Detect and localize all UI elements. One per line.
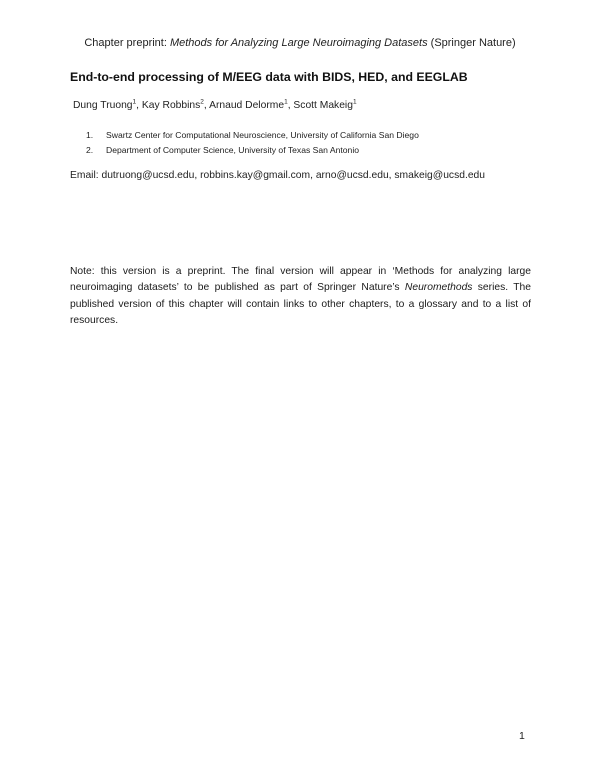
author-name: Arnaud Delorme (209, 100, 285, 111)
author-affiliation-mark: 2 (200, 98, 204, 106)
affiliation-text: Department of Computer Science, University of Texas San Antonio (106, 145, 360, 155)
page-number: 1 (519, 730, 525, 742)
header-suffix: (Springer Nature) (427, 37, 516, 49)
author-affiliation-mark: 1 (284, 98, 288, 106)
note-text-end: series. The published version of this chapter will contain links to other chapters, to a glossary and to a list of resources. (70, 282, 531, 326)
author-name: Dung Truong (73, 100, 133, 111)
affiliation-item (86, 143, 419, 158)
affiliation-number: 1. (86, 130, 94, 140)
header-book-title: Methods for Analyzing Large Neuroimaging Datasets (169, 37, 428, 49)
running-header (0, 37, 600, 49)
note-series: Neuromethods (404, 282, 473, 294)
author-affiliation-mark: 1 (132, 98, 137, 106)
preprint-note (70, 264, 531, 329)
author-list: Dung Truong$^1$, Kay Robbins$^2$, Arnaud Delorme$^1$, Scott Makeig$^1$ (73, 98, 357, 111)
affiliation-item (86, 128, 419, 143)
affiliation-text: Swartz Center for Computational Neuroscience, University of California San Diego (106, 130, 419, 140)
author-name: Scott Makeig (293, 100, 353, 111)
affiliation-number: 2. (86, 145, 94, 155)
author-name: Kay Robbins (141, 100, 201, 111)
header-prefix: Chapter preprint: (84, 37, 170, 49)
note-text: Note: this version is a preprint. The final version will appear in ‘Methods for analyzing large neuroimaging datasets’ to be published as part of Springer Nature’s (70, 266, 531, 294)
paper-title: End-to-end processing of M/EEG data with BIDS, HED, and EEGLAB (70, 70, 468, 84)
affiliation-list (86, 128, 419, 158)
email-line: Email: dutruong@ucsd.edu, robbins.kay@gmail.com, arno@ucsd.edu, smakeig@ucsd.edu (70, 170, 485, 181)
author-affiliation-mark: 1 (352, 98, 357, 106)
